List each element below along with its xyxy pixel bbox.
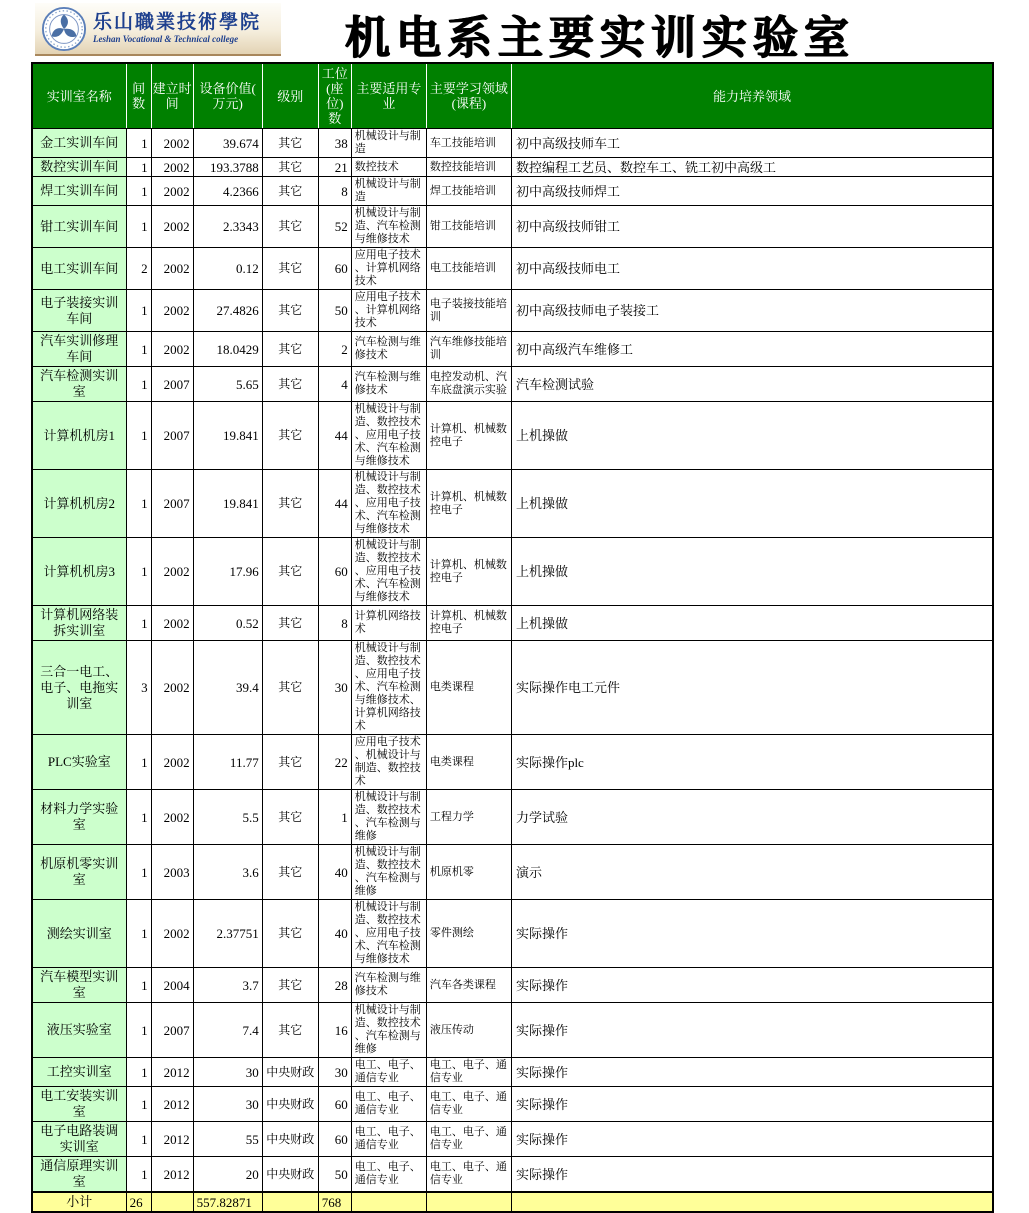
cell-seats: 1	[318, 790, 351, 845]
cell-value: 0.52	[193, 606, 262, 641]
cell-majors: 机械设计与制造、数控技术、应用电子技术、汽车检测与维修技术	[351, 538, 426, 606]
cell-seats: 8	[318, 606, 351, 641]
cell-ability: 实际操作plc	[511, 735, 993, 790]
cell-year: 2002	[151, 290, 193, 332]
cell-ability: 实际操作	[511, 1003, 993, 1058]
column-header-value: 设备价值(万元)	[193, 63, 262, 129]
cell-name: 计算机机房3	[32, 538, 126, 606]
cell-rooms: 1	[126, 1087, 151, 1122]
cell-value: 0.12	[193, 248, 262, 290]
cell-majors: 机械设计与制造	[351, 177, 426, 206]
cell-level: 其它	[262, 158, 318, 177]
cell-seats: 30	[318, 1058, 351, 1087]
cell-majors: 数控技术	[351, 158, 426, 177]
table-row	[32, 177, 993, 206]
cell-year: 2003	[151, 845, 193, 900]
cell-ability: 初中高级技师焊工	[511, 177, 993, 206]
cell-level: 其它	[262, 1003, 318, 1058]
cell-seats: 21	[318, 158, 351, 177]
table-row	[32, 290, 993, 332]
cell-rooms: 1	[126, 129, 151, 158]
cell-ability: 初中高级技师电工	[511, 248, 993, 290]
cell-rooms: 3	[126, 641, 151, 735]
cell-fields: 机原机零	[426, 845, 511, 900]
cell-name: 机原机零实训室	[32, 845, 126, 900]
cell-fields: 电子装接技能培训	[426, 290, 511, 332]
table-row	[32, 1157, 993, 1193]
cell-rooms: 1	[126, 1058, 151, 1087]
cell-fields: 电工技能培训	[426, 248, 511, 290]
cell-level: 其它	[262, 367, 318, 402]
cell-majors: 机械设计与制造、数控技术、应用电子技术、汽车检测与维修技术	[351, 470, 426, 538]
table-row	[32, 248, 993, 290]
cell-ability: 上机操做	[511, 606, 993, 641]
cell-majors: 机械设计与制造、数控技术、应用电子技术、汽车检测与维修技术	[351, 900, 426, 968]
table-row	[32, 790, 993, 845]
column-header-level: 级别	[262, 63, 318, 129]
table-row	[32, 470, 993, 538]
cell-rooms: 2	[126, 248, 151, 290]
cell-ability: 实际操作	[511, 900, 993, 968]
cell-seats: 28	[318, 968, 351, 1003]
table-row	[32, 129, 993, 158]
cell-year: 2012	[151, 1058, 193, 1087]
cell-seats: 44	[318, 470, 351, 538]
cell-level: 其它	[262, 177, 318, 206]
cell-name: 计算机机房2	[32, 470, 126, 538]
table-row	[32, 206, 993, 248]
cell-value: 193.3788	[193, 158, 262, 177]
cell-name: 电子装接实训车间	[32, 290, 126, 332]
cell-name: 汽车实训修理车间	[32, 332, 126, 367]
cell-seats: 50	[318, 1157, 351, 1193]
cell-seats: 60	[318, 248, 351, 290]
cell-rooms: 1	[126, 735, 151, 790]
cell-year: 2002	[151, 158, 193, 177]
cell-value: 11.77	[193, 735, 262, 790]
cell-value: 3.7	[193, 968, 262, 1003]
cell-value: 30	[193, 1058, 262, 1087]
school-name-cn: 乐山職業技術學院	[93, 12, 262, 34]
cell-majors: 机械设计与制造、数控技术、应用电子技术、汽车检测与维修技术、计算机网络技术	[351, 641, 426, 735]
cell-value: 19.841	[193, 402, 262, 470]
cell-rooms: 1	[126, 158, 151, 177]
cell-name: 金工实训车间	[32, 129, 126, 158]
cell-seats: 50	[318, 290, 351, 332]
cell-rooms: 1	[126, 538, 151, 606]
table-row	[32, 900, 993, 968]
cell-name: 电子电路装调实训室	[32, 1122, 126, 1157]
cell-level: 其它	[262, 470, 318, 538]
cell-majors: 汽车检测与维修技术	[351, 332, 426, 367]
cell-fields	[426, 1192, 511, 1212]
table-row	[32, 402, 993, 470]
table-row	[32, 158, 993, 177]
page-header	[0, 0, 1029, 62]
column-header-year: 建立时间	[151, 63, 193, 129]
cell-name: 焊工实训车间	[32, 177, 126, 206]
cell-year: 2004	[151, 968, 193, 1003]
cell-rooms: 1	[126, 845, 151, 900]
cell-majors: 机械设计与制造、数控技术、汽车检测与维修	[351, 790, 426, 845]
cell-name: 通信原理实训室	[32, 1157, 126, 1193]
cell-majors: 汽车检测与维修技术	[351, 367, 426, 402]
cell-fields: 汽车各类课程	[426, 968, 511, 1003]
cell-year: 2007	[151, 402, 193, 470]
cell-rooms: 1	[126, 900, 151, 968]
column-header-seats: 工位(座位)数	[318, 63, 351, 129]
cell-majors: 机械设计与制造	[351, 129, 426, 158]
cell-rooms: 1	[126, 968, 151, 1003]
table-row	[32, 641, 993, 735]
school-emblem-icon	[41, 6, 87, 52]
cell-year: 2002	[151, 735, 193, 790]
cell-level: 其它	[262, 206, 318, 248]
cell-fields: 电类课程	[426, 735, 511, 790]
cell-rooms: 1	[126, 790, 151, 845]
cell-majors: 机械设计与制造、数控技术、应用电子技术、汽车检测与维修技术	[351, 402, 426, 470]
cell-name: 工控实训室	[32, 1058, 126, 1087]
cell-ability: 演示	[511, 845, 993, 900]
cell-year: 2007	[151, 470, 193, 538]
cell-level: 其它	[262, 735, 318, 790]
cell-year: 2002	[151, 790, 193, 845]
cell-majors: 应用电子技术、机械设计与制造、数控技术	[351, 735, 426, 790]
cell-ability: 初中高级汽车维修工	[511, 332, 993, 367]
cell-seats: 52	[318, 206, 351, 248]
cell-ability: 初中高级技师钳工	[511, 206, 993, 248]
cell-rooms: 1	[126, 402, 151, 470]
cell-level: 其它	[262, 845, 318, 900]
cell-year: 2002	[151, 248, 193, 290]
school-logo-text	[93, 12, 261, 44]
school-logo	[35, 3, 281, 56]
cell-name: 钳工实训车间	[32, 206, 126, 248]
cell-majors: 机械设计与制造、数控技术、汽车检测与维修	[351, 845, 426, 900]
cell-name: 数控实训车间	[32, 158, 126, 177]
cell-fields: 电类课程	[426, 641, 511, 735]
column-header-rooms: 间数	[126, 63, 151, 129]
cell-seats: 40	[318, 845, 351, 900]
cell-fields: 工程力学	[426, 790, 511, 845]
cell-fields: 汽车维修技能培训	[426, 332, 511, 367]
column-header-name: 实训室名称	[32, 63, 126, 129]
cell-year: 2002	[151, 538, 193, 606]
cell-name: 测绘实训室	[32, 900, 126, 968]
cell-value: 55	[193, 1122, 262, 1157]
cell-level: 其它	[262, 248, 318, 290]
school-name-en: Leshan Vocational & Technical college	[93, 34, 239, 45]
cell-level: 中央财政	[262, 1087, 318, 1122]
cell-rooms: 1	[126, 367, 151, 402]
cell-fields: 电工、电子、通信专业	[426, 1058, 511, 1087]
cell-value: 3.6	[193, 845, 262, 900]
cell-rooms: 1	[126, 290, 151, 332]
cell-year: 2002	[151, 129, 193, 158]
cell-year: 2002	[151, 177, 193, 206]
cell-majors: 汽车检测与维修技术	[351, 968, 426, 1003]
cell-fields: 计算机、机械数控电子	[426, 402, 511, 470]
cell-level: 其它	[262, 129, 318, 158]
table-row	[32, 332, 993, 367]
cell-ability: 上机操做	[511, 470, 993, 538]
cell-level: 其它	[262, 790, 318, 845]
table-row	[32, 1122, 993, 1157]
cell-fields: 计算机、机械数控电子	[426, 470, 511, 538]
cell-rooms: 1	[126, 1157, 151, 1193]
cell-rooms: 1	[126, 177, 151, 206]
table-row	[32, 1058, 993, 1087]
cell-level: 其它	[262, 968, 318, 1003]
cell-level: 其它	[262, 900, 318, 968]
cell-year: 2002	[151, 900, 193, 968]
cell-value: 2.3343	[193, 206, 262, 248]
subtotal-row	[32, 1192, 993, 1212]
cell-rooms: 1	[126, 332, 151, 367]
cell-rooms: 26	[126, 1192, 151, 1212]
cell-name: 小计	[32, 1192, 126, 1212]
cell-seats: 44	[318, 402, 351, 470]
cell-ability: 上机操做	[511, 402, 993, 470]
cell-ability: 上机操做	[511, 538, 993, 606]
table-header-row	[32, 63, 993, 129]
cell-fields: 电工、电子、通信专业	[426, 1157, 511, 1193]
cell-name: 汽车检测实训室	[32, 367, 126, 402]
cell-value: 39.674	[193, 129, 262, 158]
cell-fields: 钳工技能培训	[426, 206, 511, 248]
cell-value: 30	[193, 1087, 262, 1122]
cell-ability: 实际操作	[511, 1122, 993, 1157]
table-row	[32, 735, 993, 790]
cell-majors: 机械设计与制造、汽车检测与维修技术	[351, 206, 426, 248]
cell-value: 27.4826	[193, 290, 262, 332]
page-title: 机电系主要实训实验室	[344, 12, 856, 63]
cell-rooms: 1	[126, 470, 151, 538]
cell-majors	[351, 1192, 426, 1212]
cell-ability: 实际操作电工元件	[511, 641, 993, 735]
column-header-fields: 主要学习领域(课程)	[426, 63, 511, 129]
column-header-ability: 能力培养领域	[511, 63, 993, 129]
cell-year: 2012	[151, 1087, 193, 1122]
cell-value: 39.4	[193, 641, 262, 735]
cell-level: 其它	[262, 290, 318, 332]
cell-name: 三合一电工、电子、电拖实训室	[32, 641, 126, 735]
cell-year: 2012	[151, 1122, 193, 1157]
cell-year	[151, 1192, 193, 1212]
labs-table	[31, 62, 994, 1213]
cell-value: 19.841	[193, 470, 262, 538]
cell-level: 其它	[262, 606, 318, 641]
cell-majors: 机械设计与制造、数控技术、汽车检测与维修	[351, 1003, 426, 1058]
cell-majors: 应用电子技术、计算机网络技术	[351, 290, 426, 332]
cell-name: 材料力学实验室	[32, 790, 126, 845]
table-row	[32, 845, 993, 900]
cell-seats: 40	[318, 900, 351, 968]
cell-year: 2007	[151, 367, 193, 402]
cell-fields: 液压传动	[426, 1003, 511, 1058]
cell-value: 4.2366	[193, 177, 262, 206]
cell-majors: 计算机网络技术	[351, 606, 426, 641]
cell-majors: 电工、电子、通信专业	[351, 1087, 426, 1122]
cell-value: 2.37751	[193, 900, 262, 968]
cell-fields: 计算机、机械数控电子	[426, 606, 511, 641]
cell-level: 其它	[262, 538, 318, 606]
cell-year: 2002	[151, 206, 193, 248]
cell-rooms: 1	[126, 206, 151, 248]
cell-ability: 数控编程工艺员、数控车工、铣工初中高级工	[511, 158, 993, 177]
cell-year: 2012	[151, 1157, 193, 1193]
cell-ability: 初中高级技师车工	[511, 129, 993, 158]
table-row	[32, 1003, 993, 1058]
cell-name: 电工实训车间	[32, 248, 126, 290]
cell-ability	[511, 1192, 993, 1212]
cell-seats: 8	[318, 177, 351, 206]
cell-majors: 电工、电子、通信专业	[351, 1122, 426, 1157]
cell-fields: 电工、电子、通信专业	[426, 1087, 511, 1122]
cell-level	[262, 1192, 318, 1212]
cell-ability: 实际操作	[511, 1087, 993, 1122]
cell-fields: 计算机、机械数控电子	[426, 538, 511, 606]
cell-ability: 实际操作	[511, 1157, 993, 1193]
cell-ability: 初中高级技师电子装接工	[511, 290, 993, 332]
cell-value: 17.96	[193, 538, 262, 606]
cell-ability: 实际操作	[511, 1058, 993, 1087]
cell-value: 18.0429	[193, 332, 262, 367]
table-row	[32, 1087, 993, 1122]
cell-name: 计算机机房1	[32, 402, 126, 470]
cell-seats: 60	[318, 1087, 351, 1122]
cell-level: 其它	[262, 641, 318, 735]
cell-seats: 4	[318, 367, 351, 402]
cell-seats: 22	[318, 735, 351, 790]
cell-majors: 电工、电子、通信专业	[351, 1157, 426, 1193]
cell-level: 中央财政	[262, 1157, 318, 1193]
cell-name: 电工安装实训室	[32, 1087, 126, 1122]
cell-ability: 力学试验	[511, 790, 993, 845]
cell-name: PLC实验室	[32, 735, 126, 790]
table-row	[32, 538, 993, 606]
cell-value: 7.4	[193, 1003, 262, 1058]
cell-fields: 车工技能培训	[426, 129, 511, 158]
cell-seats: 768	[318, 1192, 351, 1212]
cell-year: 2007	[151, 1003, 193, 1058]
cell-value: 5.5	[193, 790, 262, 845]
cell-rooms: 1	[126, 1003, 151, 1058]
cell-seats: 16	[318, 1003, 351, 1058]
table-row	[32, 606, 993, 641]
cell-ability: 汽车检测试验	[511, 367, 993, 402]
cell-year: 2002	[151, 606, 193, 641]
cell-seats: 60	[318, 1122, 351, 1157]
cell-rooms: 1	[126, 606, 151, 641]
cell-value: 5.65	[193, 367, 262, 402]
cell-seats: 38	[318, 129, 351, 158]
column-header-majors: 主要适用专业	[351, 63, 426, 129]
cell-level: 中央财政	[262, 1122, 318, 1157]
cell-seats: 2	[318, 332, 351, 367]
cell-ability: 实际操作	[511, 968, 993, 1003]
cell-fields: 电工、电子、通信专业	[426, 1122, 511, 1157]
cell-fields: 数控技能培训	[426, 158, 511, 177]
cell-majors: 应用电子技术、计算机网络技术	[351, 248, 426, 290]
cell-fields: 电控发动机、汽车底盘演示实验	[426, 367, 511, 402]
cell-level: 其它	[262, 402, 318, 470]
table-row	[32, 367, 993, 402]
cell-seats: 30	[318, 641, 351, 735]
cell-name: 汽车模型实训室	[32, 968, 126, 1003]
cell-year: 2002	[151, 332, 193, 367]
cell-rooms: 1	[126, 1122, 151, 1157]
cell-seats: 60	[318, 538, 351, 606]
cell-level: 其它	[262, 332, 318, 367]
cell-level: 中央财政	[262, 1058, 318, 1087]
cell-name: 计算机网络装拆实训室	[32, 606, 126, 641]
table-row	[32, 968, 993, 1003]
cell-value: 20	[193, 1157, 262, 1193]
cell-name: 液压实验室	[32, 1003, 126, 1058]
cell-majors: 电工、电子、通信专业	[351, 1058, 426, 1087]
cell-fields: 焊工技能培训	[426, 177, 511, 206]
cell-value: 557.82871	[193, 1192, 262, 1212]
cell-fields: 零件测绘	[426, 900, 511, 968]
cell-year: 2002	[151, 641, 193, 735]
